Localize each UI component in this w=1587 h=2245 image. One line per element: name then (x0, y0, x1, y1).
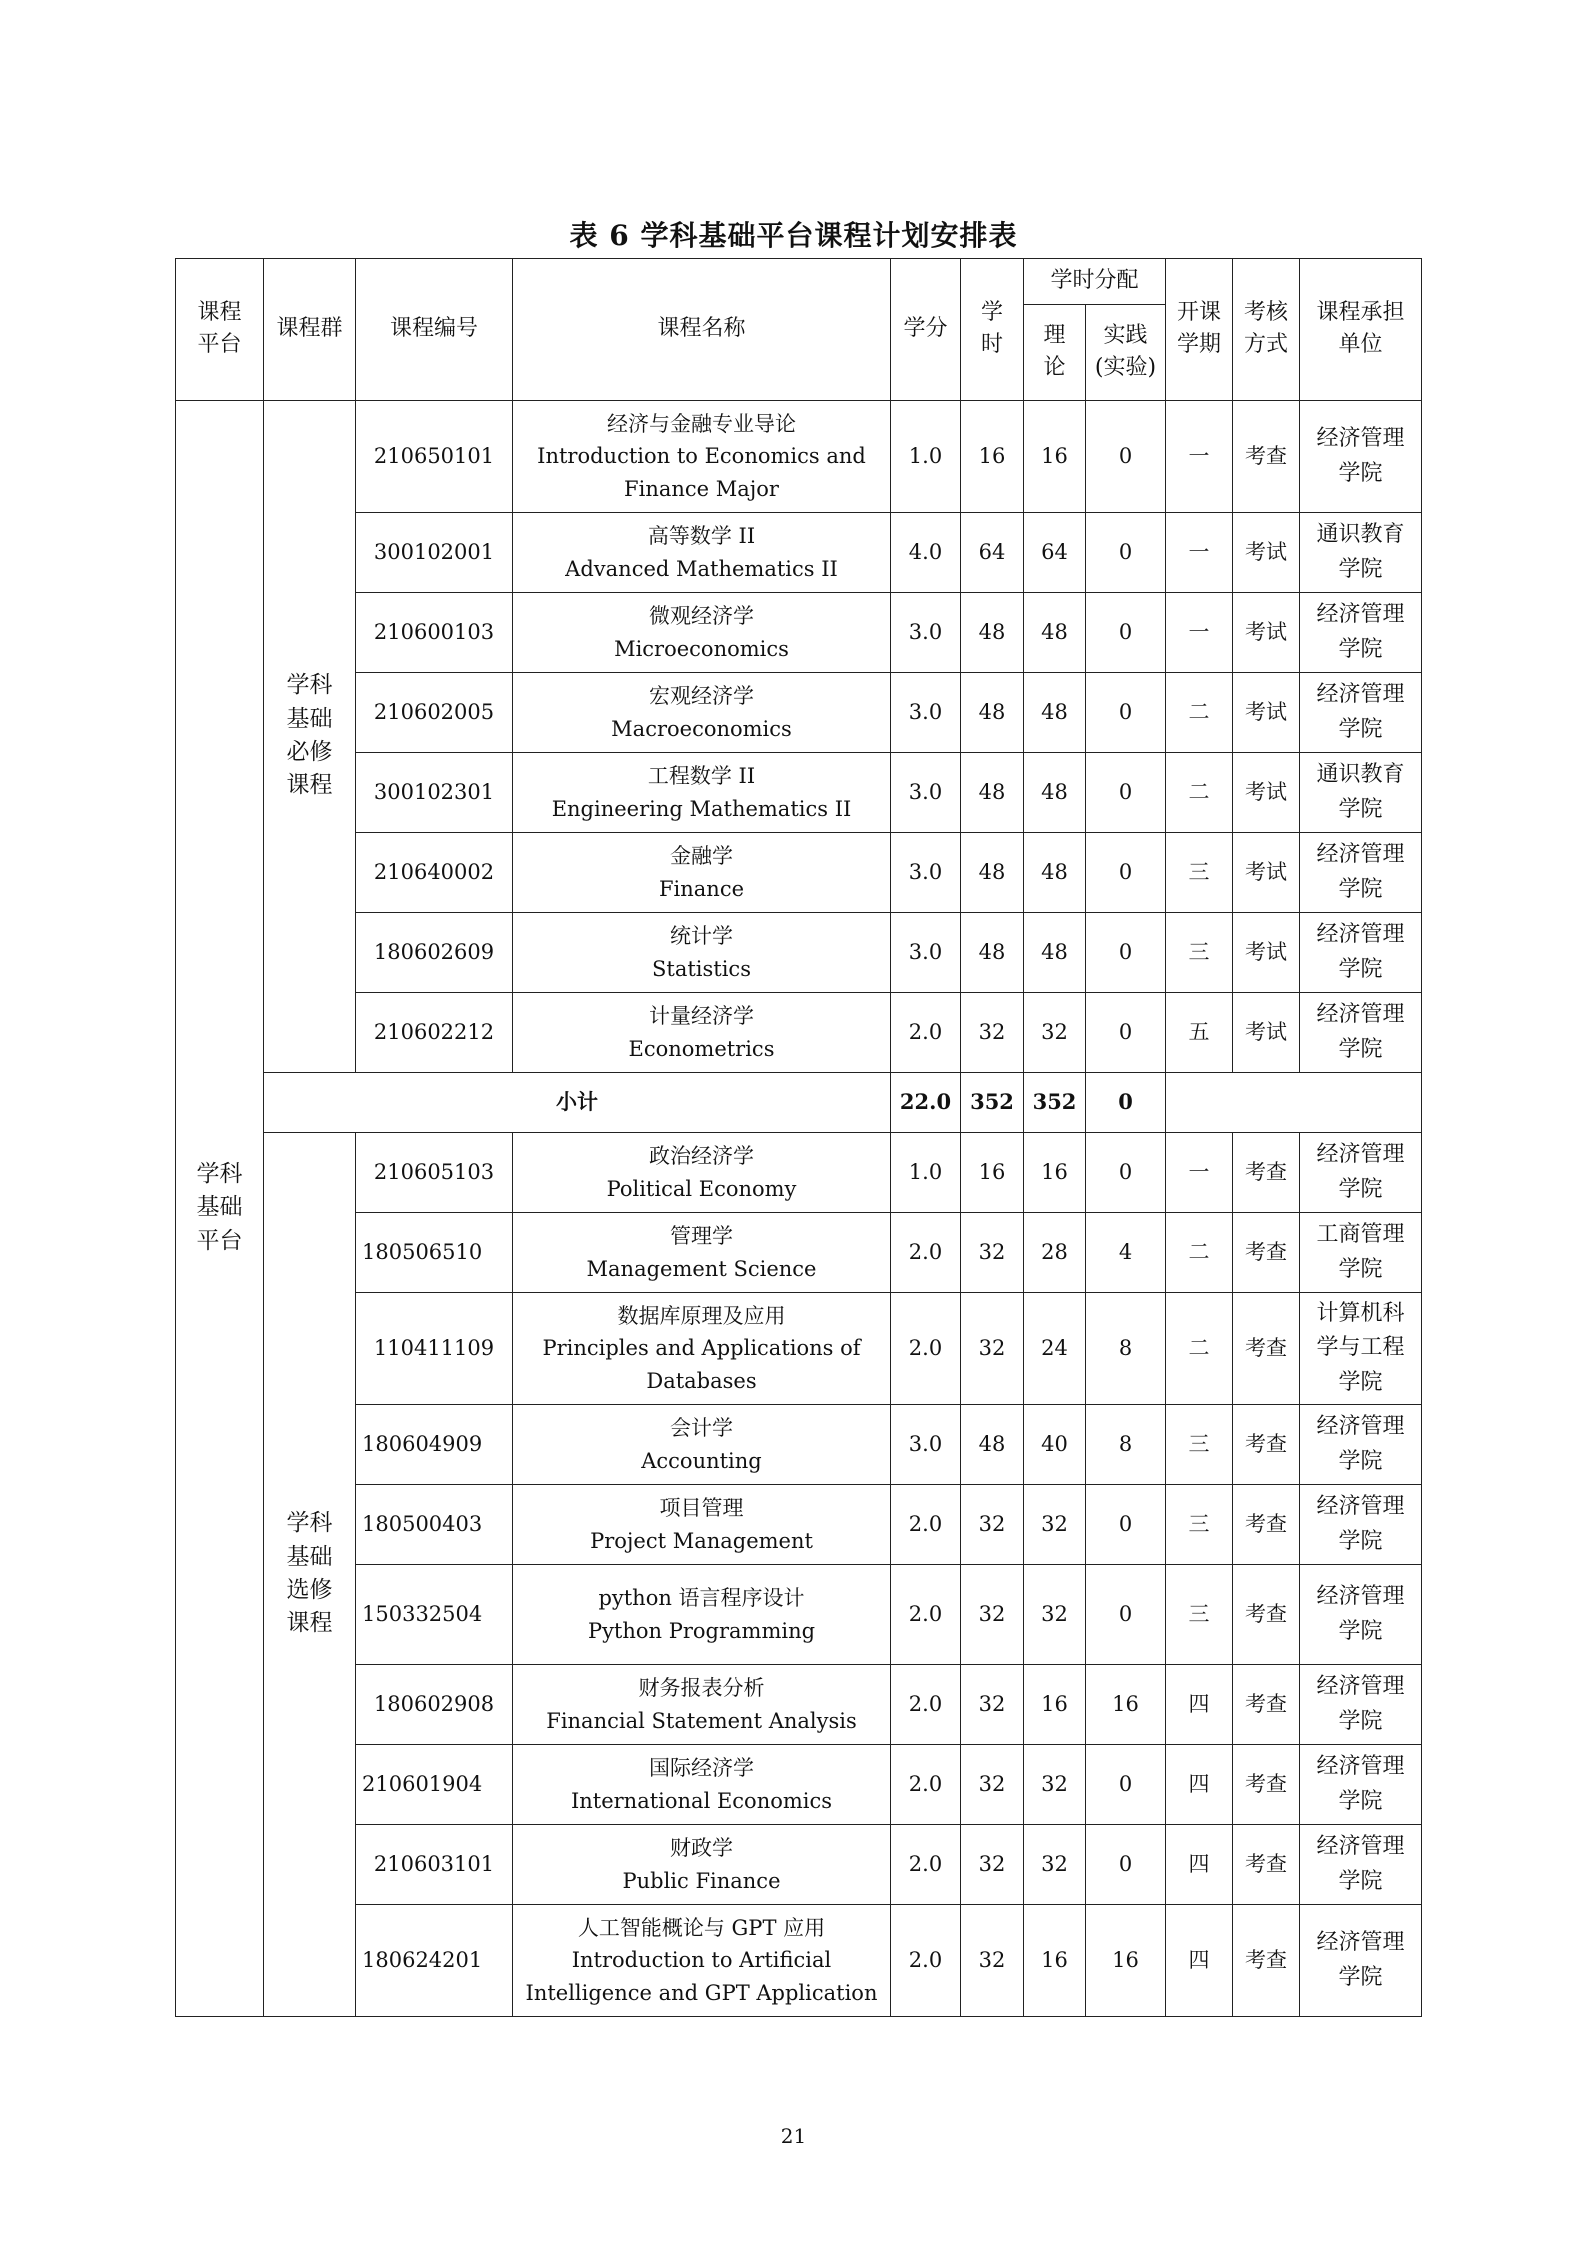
course-practice-hours: 0 (1086, 1485, 1166, 1565)
course-name-en: Python Programming (587, 1618, 816, 1643)
course-hours: 32 (961, 1485, 1024, 1565)
course-code: 180602908 (356, 1665, 513, 1745)
course-semester: 二 (1166, 1293, 1233, 1405)
course-name-cn: 金融学 (670, 843, 733, 868)
course-name-cn: 政治经济学 (649, 1143, 754, 1168)
course-unit: 经济管理学院 (1300, 1133, 1422, 1213)
table-caption: 表 6 学科基础平台课程计划安排表 (569, 219, 1018, 252)
header-theory: 理论 (1024, 305, 1086, 401)
course-practice-hours: 0 (1086, 993, 1166, 1073)
course-unit: 经济管理学院 (1300, 1665, 1422, 1745)
course-code: 210640002 (356, 833, 513, 913)
course-credit: 3.0 (891, 833, 961, 913)
course-hours: 32 (961, 1565, 1024, 1665)
course-name-en: Statistics (652, 956, 751, 981)
course-credit: 3.0 (891, 913, 961, 993)
header-platform: 课程平台 (176, 259, 264, 401)
course-unit: 经济管理学院 (1300, 1565, 1422, 1665)
course-unit: 经济管理学院 (1300, 1825, 1422, 1905)
course-practice-hours: 0 (1086, 401, 1166, 513)
course-name (513, 1293, 891, 1405)
course-name (513, 1405, 891, 1485)
course-unit: 经济管理学院 (1300, 1405, 1422, 1485)
course-exam: 考查 (1233, 1293, 1300, 1405)
course-practice-hours: 0 (1086, 593, 1166, 673)
course-name-en: Microeconomics (614, 636, 789, 661)
course-semester: 三 (1166, 1405, 1233, 1485)
course-theory-hours: 64 (1024, 513, 1086, 593)
subtotal-blank (1166, 1073, 1422, 1133)
course-exam: 考查 (1233, 1825, 1300, 1905)
course-name (513, 1745, 891, 1825)
course-name (513, 993, 891, 1073)
course-name-cn: 宏观经济学 (649, 683, 754, 708)
course-practice-hours: 0 (1086, 513, 1166, 593)
required-group-label: 学科基础必修课程 (264, 401, 356, 1073)
course-practice-hours: 8 (1086, 1405, 1166, 1485)
course-name-cn: 人工智能概论与 GPT 应用 (577, 1915, 826, 1940)
header-name: 课程名称 (513, 259, 891, 401)
course-exam: 考查 (1233, 1213, 1300, 1293)
course-semester: 四 (1166, 1825, 1233, 1905)
table-row (176, 993, 1422, 1073)
course-semester: 四 (1166, 1665, 1233, 1745)
course-theory-hours: 48 (1024, 833, 1086, 913)
course-exam: 考试 (1233, 993, 1300, 1073)
course-unit: 通识教育学院 (1300, 513, 1422, 593)
header-group: 课程群 (264, 259, 356, 401)
course-name-en: Finance (658, 876, 745, 901)
elective-group-label: 学科基础选修课程 (264, 1133, 356, 2017)
course-exam: 考试 (1233, 913, 1300, 993)
course-practice-hours: 0 (1086, 753, 1166, 833)
course-code: 210650101 (356, 401, 513, 513)
course-credit: 2.0 (891, 993, 961, 1073)
course-name-en: Introduction to Artificial Intelligence and GPT Application (525, 1948, 878, 2005)
course-code: 210602212 (356, 993, 513, 1073)
course-hours: 32 (961, 1745, 1024, 1825)
course-theory-hours: 16 (1024, 1133, 1086, 1213)
course-credit: 1.0 (891, 401, 961, 513)
course-code: 210602005 (356, 673, 513, 753)
course-hours: 32 (961, 1293, 1024, 1405)
course-semester: 三 (1166, 913, 1233, 993)
course-credit: 2.0 (891, 1213, 961, 1293)
platform-label: 学科基础平台 (176, 401, 264, 2017)
table-row (176, 1293, 1422, 1405)
course-unit: 经济管理学院 (1300, 1745, 1422, 1825)
course-name-en: Political Economy (606, 1176, 797, 1201)
course-credit: 2.0 (891, 1665, 961, 1745)
course-semester: 一 (1166, 401, 1233, 513)
course-credit: 2.0 (891, 1565, 961, 1665)
header-exam: 考核方式 (1233, 259, 1300, 401)
table-row (176, 401, 1422, 513)
course-semester: 三 (1166, 1565, 1233, 1665)
course-name (513, 513, 891, 593)
header-hours: 学时 (961, 259, 1024, 401)
course-name-en: Econometrics (628, 1036, 775, 1061)
course-code: 300102001 (356, 513, 513, 593)
course-practice-hours: 16 (1086, 1905, 1166, 2017)
course-theory-hours: 16 (1024, 1665, 1086, 1745)
course-code: 300102301 (356, 753, 513, 833)
subtotal-hours: 352 (961, 1073, 1024, 1133)
course-semester: 一 (1166, 593, 1233, 673)
course-name (513, 1665, 891, 1745)
course-practice-hours: 0 (1086, 1565, 1166, 1665)
course-name-cn: 国际经济学 (649, 1755, 754, 1780)
course-name-en: Advanced Mathematics II (565, 556, 838, 581)
header-credit: 学分 (891, 259, 961, 401)
course-unit: 经济管理学院 (1300, 673, 1422, 753)
table-row (176, 753, 1422, 833)
course-name-cn: 计量经济学 (649, 1003, 754, 1028)
course-name-cn: 管理学 (670, 1223, 733, 1248)
table-row (176, 1485, 1422, 1565)
course-semester: 二 (1166, 673, 1233, 753)
course-exam: 考查 (1233, 401, 1300, 513)
course-unit: 计算机科学与工程学院 (1300, 1293, 1422, 1405)
course-unit: 经济管理学院 (1300, 401, 1422, 513)
course-semester: 二 (1166, 1213, 1233, 1293)
course-semester: 五 (1166, 993, 1233, 1073)
header-practice: 实践(实验) (1086, 305, 1166, 401)
course-credit: 2.0 (891, 1485, 961, 1565)
course-exam: 考试 (1233, 833, 1300, 913)
course-unit: 经济管理学院 (1300, 1485, 1422, 1565)
course-practice-hours: 8 (1086, 1293, 1166, 1405)
course-unit: 工商管理学院 (1300, 1213, 1422, 1293)
course-name-en: Financial Statement Analysis (546, 1708, 857, 1733)
course-semester: 三 (1166, 833, 1233, 913)
course-unit: 经济管理学院 (1300, 833, 1422, 913)
course-semester: 四 (1166, 1745, 1233, 1825)
course-practice-hours: 0 (1086, 673, 1166, 753)
table-row (176, 1213, 1422, 1293)
table-row (176, 1565, 1422, 1665)
course-unit: 经济管理学院 (1300, 913, 1422, 993)
course-semester: 二 (1166, 753, 1233, 833)
course-theory-hours: 48 (1024, 913, 1086, 993)
course-plan-table (175, 258, 1422, 2017)
course-exam: 考查 (1233, 1405, 1300, 1485)
course-hours: 48 (961, 753, 1024, 833)
course-hours: 32 (961, 993, 1024, 1073)
course-name (513, 1825, 891, 1905)
course-code: 110411109 (356, 1293, 513, 1405)
course-name-cn: python 语言程序设计 (598, 1585, 805, 1610)
course-unit: 通识教育学院 (1300, 753, 1422, 833)
course-unit: 经济管理学院 (1300, 1905, 1422, 2017)
course-credit: 3.0 (891, 753, 961, 833)
course-semester: 一 (1166, 513, 1233, 593)
course-code: 180506510 (356, 1213, 513, 1293)
course-theory-hours: 40 (1024, 1405, 1086, 1485)
course-theory-hours: 32 (1024, 1565, 1086, 1665)
course-theory-hours: 16 (1024, 1905, 1086, 2017)
course-theory-hours: 24 (1024, 1293, 1086, 1405)
course-code: 210605103 (356, 1133, 513, 1213)
table-row (176, 1905, 1422, 2017)
course-unit: 经济管理学院 (1300, 993, 1422, 1073)
table-row (176, 1133, 1422, 1213)
course-hours: 32 (961, 1213, 1024, 1293)
course-semester: 四 (1166, 1905, 1233, 2017)
course-practice-hours: 0 (1086, 913, 1166, 993)
course-exam: 考试 (1233, 513, 1300, 593)
course-hours: 32 (961, 1665, 1024, 1745)
course-hours: 48 (961, 593, 1024, 673)
course-name-cn: 高等数学 II (647, 523, 756, 548)
table-row (176, 1825, 1422, 1905)
course-name-cn: 数据库原理及应用 (617, 1303, 786, 1328)
course-theory-hours: 32 (1024, 1825, 1086, 1905)
course-code: 180602609 (356, 913, 513, 993)
subtotal-credit: 22.0 (891, 1073, 961, 1133)
subtotal-label: 小计 (264, 1073, 891, 1133)
subtotal-practice: 0 (1086, 1073, 1166, 1133)
course-theory-hours: 48 (1024, 593, 1086, 673)
course-credit: 2.0 (891, 1745, 961, 1825)
course-name-en: Macroeconomics (611, 716, 792, 741)
header-unit: 课程承担单位 (1300, 259, 1422, 401)
course-rows (176, 401, 1422, 2017)
course-credit: 2.0 (891, 1293, 961, 1405)
course-name-cn: 会计学 (670, 1415, 733, 1440)
course-exam: 考查 (1233, 1905, 1300, 2017)
course-name (513, 753, 891, 833)
course-credit: 4.0 (891, 513, 961, 593)
course-code: 150332504 (356, 1565, 513, 1665)
course-name (513, 833, 891, 913)
course-name (513, 913, 891, 993)
course-name-en: Engineering Mathematics II (551, 796, 852, 821)
course-theory-hours: 48 (1024, 673, 1086, 753)
course-name-cn: 财政学 (670, 1835, 733, 1860)
header-code: 课程编号 (356, 259, 513, 401)
course-credit: 2.0 (891, 1905, 961, 2017)
course-practice-hours: 4 (1086, 1213, 1166, 1293)
course-name-cn: 微观经济学 (649, 603, 754, 628)
course-name (513, 401, 891, 513)
course-name-en: Accounting (641, 1448, 762, 1473)
course-practice-hours: 0 (1086, 833, 1166, 913)
course-credit: 1.0 (891, 1133, 961, 1213)
course-hours: 48 (961, 1405, 1024, 1485)
course-hours: 16 (961, 401, 1024, 513)
course-code: 210601904 (356, 1745, 513, 1825)
course-code: 180500403 (356, 1485, 513, 1565)
table-row (176, 593, 1422, 673)
table-row (176, 913, 1422, 993)
table-row (176, 673, 1422, 753)
course-name-cn: 项目管理 (659, 1495, 744, 1520)
table-row (176, 833, 1422, 913)
course-name-cn: 经济与金融专业导论 (607, 411, 796, 436)
course-name (513, 1905, 891, 2017)
course-name-en: International Economics (570, 1788, 833, 1813)
course-exam: 考查 (1233, 1565, 1300, 1665)
course-theory-hours: 48 (1024, 753, 1086, 833)
header-hours-split: 学时分配 (1024, 259, 1166, 305)
course-hours: 48 (961, 833, 1024, 913)
course-code: 210600103 (356, 593, 513, 673)
course-credit: 3.0 (891, 673, 961, 753)
course-exam: 考查 (1233, 1665, 1300, 1745)
course-name-cn: 统计学 (670, 923, 733, 948)
course-unit: 经济管理学院 (1300, 593, 1422, 673)
course-exam: 考试 (1233, 593, 1300, 673)
course-name (513, 1485, 891, 1565)
course-hours: 32 (961, 1905, 1024, 2017)
course-code: 180624201 (356, 1905, 513, 2017)
course-code: 180604909 (356, 1405, 513, 1485)
course-hours: 32 (961, 1825, 1024, 1905)
header-semester: 开课学期 (1166, 259, 1233, 401)
table-row (176, 513, 1422, 593)
course-name (513, 1213, 891, 1293)
course-name-en: Project Management (590, 1528, 813, 1553)
table-row (176, 1745, 1422, 1825)
course-practice-hours: 0 (1086, 1133, 1166, 1213)
subtotal-row (176, 1073, 1422, 1133)
table-row (176, 1665, 1422, 1745)
course-practice-hours: 0 (1086, 1745, 1166, 1825)
course-theory-hours: 32 (1024, 993, 1086, 1073)
course-name-en: Management Science (586, 1256, 817, 1281)
course-hours: 16 (961, 1133, 1024, 1213)
course-name (513, 1133, 891, 1213)
course-theory-hours: 32 (1024, 1485, 1086, 1565)
course-name-en: Public Finance (622, 1868, 781, 1893)
course-name (513, 1565, 891, 1665)
course-credit: 2.0 (891, 1825, 961, 1905)
course-name (513, 593, 891, 673)
course-code: 210603101 (356, 1825, 513, 1905)
subtotal-theory: 352 (1024, 1073, 1086, 1133)
course-exam: 考试 (1233, 673, 1300, 753)
course-hours: 64 (961, 513, 1024, 593)
course-semester: 一 (1166, 1133, 1233, 1213)
course-name (513, 673, 891, 753)
course-exam: 考查 (1233, 1133, 1300, 1213)
course-hours: 48 (961, 913, 1024, 993)
course-name-en: Introduction to Economics and Finance Major (537, 444, 866, 501)
course-practice-hours: 0 (1086, 1825, 1166, 1905)
course-exam: 考试 (1233, 753, 1300, 833)
course-credit: 3.0 (891, 1405, 961, 1485)
course-name-cn: 财务报表分析 (638, 1675, 765, 1700)
course-exam: 考查 (1233, 1745, 1300, 1825)
course-practice-hours: 16 (1086, 1665, 1166, 1745)
course-exam: 考查 (1233, 1485, 1300, 1565)
course-hours: 48 (961, 673, 1024, 753)
course-theory-hours: 16 (1024, 401, 1086, 513)
course-semester: 三 (1166, 1485, 1233, 1565)
course-name-cn: 工程数学 II (647, 763, 756, 788)
course-credit: 3.0 (891, 593, 961, 673)
course-theory-hours: 28 (1024, 1213, 1086, 1293)
course-name-en: Principles and Applications of Databases (542, 1336, 861, 1393)
table-row (176, 1405, 1422, 1485)
course-theory-hours: 32 (1024, 1745, 1086, 1825)
page-number: 21 (780, 2124, 807, 2148)
